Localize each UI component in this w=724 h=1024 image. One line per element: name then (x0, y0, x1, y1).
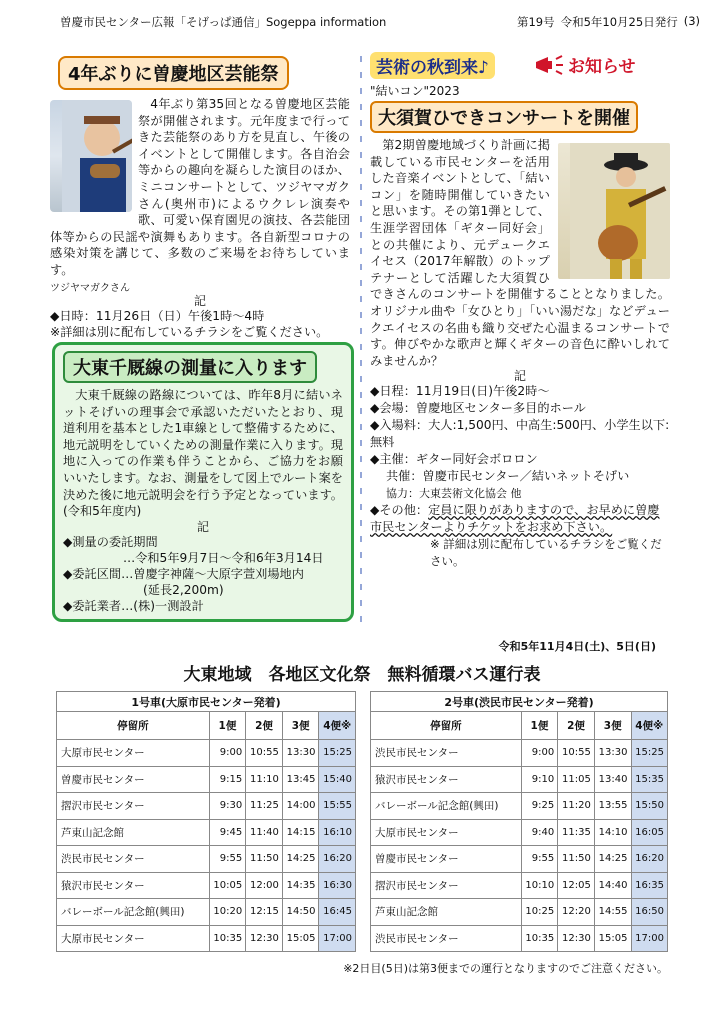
departure-time: 15:25 (319, 740, 356, 767)
stop-name: バレーボール記念館(興田) (57, 899, 210, 926)
concert-fee: ◆入場料：大人:1,500円、中高生:500円、小学生以下:無料 (370, 418, 670, 450)
departure-time: 12:15 (246, 899, 283, 926)
concert-cohost: 共催：曽慶市民センター／結いネットそげい (386, 469, 630, 484)
departure-time: 14:55 (594, 899, 631, 926)
publisher-name: 曽慶市民センター広報「そげっぱ通信」Sogeppa information (60, 15, 387, 29)
concert-note: ※ 詳細は別に配布しているチラシをご覧ください。 (430, 537, 662, 569)
megaphone-icon (534, 55, 564, 75)
concert-body: 第2期曽慶地域づくり計画に掲載している市民センターを活用した音楽イベントとして、「結いコン」を随時開催していきたいと思います。その第1弾として、生涯学習団体「ギター同好会」との共催により、元デュークエイセス（2017年解散）のトップテナーとして活躍した大須賀ひできさんのコンサートを開催することとなりました。オリジナル曲や「女ひとり」「いい湯だな」などデュークエイセスの名曲も織り交ぜた心温まるコンサートです。伸びやかな歌声と輝くギターの音色に酔いしれてみませんか？ (370, 137, 670, 369)
table-row (57, 740, 356, 767)
col-stop: 停留所 (57, 712, 210, 740)
stop-name: 渋民市民センター (371, 925, 522, 952)
table-row (371, 925, 668, 952)
departure-time: 12:30 (246, 925, 283, 952)
departure-time: 10:55 (246, 740, 283, 767)
col-1: 1便 (521, 712, 557, 740)
departure-time: 15:40 (319, 766, 356, 793)
departure-time: 14:00 (282, 793, 319, 820)
departure-time: 9:40 (521, 819, 557, 846)
departure-time: 10:10 (521, 872, 557, 899)
departure-time: 14:35 (282, 872, 319, 899)
departure-time: 12:05 (558, 872, 595, 899)
stop-name: バレーボール記念館(興田) (371, 793, 522, 820)
table-row (57, 925, 356, 952)
concert-support: 協力：大東芸術文化協会 他 (386, 487, 522, 501)
departure-time: 10:55 (558, 740, 595, 767)
concert-organizer: ◆主催：ギター同好会ボロロン (370, 452, 538, 467)
table-row (57, 872, 356, 899)
departure-time: 11:40 (246, 819, 283, 846)
departure-time: 16:50 (631, 899, 668, 926)
departure-time: 13:40 (594, 766, 631, 793)
issue-date: 令和5年10月25日発行 (560, 15, 678, 29)
stop-name: 芦東山記念館 (371, 899, 522, 926)
stop-name: 猿沢市民センター (57, 872, 210, 899)
survey-contractor: ◆委託業者…(株)一测設計 (63, 598, 204, 613)
concert-subtitle: "結いコン"2023 (370, 84, 460, 98)
festival-body: 4年ぶり第35回となる曽慶地区芸能祭が開催されます。元年度まで行ってきた芸能祭のあり方を見直し、午後のイベントとして開催します。各自治会等からの趣向を凝らした演目のほか、ミニコンサートとして、ツジヤマガクさん(奥州市)によるウクレレ演奏や歌、可愛い保育園児の演技、各芸能団体等からの民謡や演舞もあります。各自新型コロナの感染対策を講じて、多数のご来場をお待ちしています。 (50, 97, 350, 277)
col-4: 4便※ (631, 712, 668, 740)
bus-note: ※2日目(5日)は第3便までの運行となりますのでご注意ください。 (343, 962, 668, 975)
survey-title: 大東千厩線の測量に入ります (63, 351, 317, 383)
col-stop: 停留所 (371, 712, 522, 740)
stop-name: 大原市民センター (371, 819, 522, 846)
table-row (371, 740, 668, 767)
table-row (57, 819, 356, 846)
concert-article (370, 52, 670, 570)
table-row (371, 872, 668, 899)
departure-time: 9:10 (521, 766, 557, 793)
photo-caption: ツジヤマガクさん (50, 282, 130, 294)
table-row (371, 819, 668, 846)
festival-date: ◆日時：11月26日（日）午後1時〜4時 (50, 308, 265, 323)
departure-time: 11:35 (558, 819, 595, 846)
departure-time: 15:05 (282, 925, 319, 952)
ticket-notice: 定員に限りがありますので、お早めに曽慶市民センターよりチケットをお求め下さい。 (370, 503, 660, 535)
performer-photo (50, 100, 132, 212)
guitarist-photo (558, 143, 670, 279)
stop-name: 曽慶市民センター (371, 846, 522, 873)
departure-time: 13:45 (282, 766, 319, 793)
departure-time: 9:25 (521, 793, 557, 820)
departure-time: 10:35 (521, 925, 557, 952)
departure-time: 10:25 (521, 899, 557, 926)
autumn-banner: 芸術の秋到来♪ (370, 52, 495, 79)
table-row (57, 793, 356, 820)
table-row (371, 846, 668, 873)
departure-time: 15:35 (631, 766, 668, 793)
survey-article (52, 342, 354, 622)
departure-time: 12:30 (558, 925, 595, 952)
notice-label: お知らせ (568, 57, 636, 77)
departure-time: 17:00 (319, 925, 356, 952)
departure-time: 10:05 (209, 872, 245, 899)
departure-time: 9:55 (521, 846, 557, 873)
stop-name: 曽慶市民センター (57, 766, 210, 793)
stop-name: 芦東山記念館 (57, 819, 210, 846)
departure-time: 16:05 (631, 819, 668, 846)
departure-time: 11:25 (246, 793, 283, 820)
stop-name: 渋民市民センター (57, 846, 210, 873)
car2-name: 2号車(渋民市民センター発着) (371, 692, 668, 712)
table-row (371, 766, 668, 793)
departure-time: 14:40 (594, 872, 631, 899)
col-1: 1便 (209, 712, 245, 740)
departure-time: 9:00 (521, 740, 557, 767)
departure-time: 10:35 (209, 925, 245, 952)
departure-time: 11:50 (558, 846, 595, 873)
departure-time: 9:55 (209, 846, 245, 873)
table-row (57, 846, 356, 873)
departure-time: 16:45 (319, 899, 356, 926)
departure-time: 15:55 (319, 793, 356, 820)
departure-time: 11:10 (246, 766, 283, 793)
departure-time: 9:00 (209, 740, 245, 767)
departure-time: 10:20 (209, 899, 245, 926)
col-4: 4便※ (319, 712, 356, 740)
departure-time: 9:45 (209, 819, 245, 846)
table-row (57, 899, 356, 926)
bus-title: 大東地域 各地区文化祭 無料循環バス運行表 (183, 665, 541, 685)
departure-time: 16:30 (319, 872, 356, 899)
survey-section: ◆委託区間…曽慶字神薩〜大原字萱刈場地内 (63, 566, 304, 581)
concert-venue: ◆会場：曽慶地区センター多目的ホール (370, 401, 586, 416)
notice-badge (534, 52, 636, 77)
stop-name: 大原市民センター (57, 925, 210, 952)
departure-time: 16:20 (631, 846, 668, 873)
departure-time: 9:30 (209, 793, 245, 820)
departure-time: 12:00 (246, 872, 283, 899)
departure-time: 13:30 (282, 740, 319, 767)
survey-length: (延長2,200m) (143, 582, 224, 597)
survey-period-label: ◆測量の委託期間 (63, 534, 158, 549)
table-row (371, 793, 668, 820)
concert-title: 大須賀ひできコンサートを開催 (370, 101, 638, 133)
festival-note: ※詳細は別に配布しているチラシをご覧ください。 (50, 324, 329, 339)
issue-number: 第19号 (516, 15, 555, 29)
departure-time: 12:20 (558, 899, 595, 926)
concert-schedule: ◆日程：11月19日(日)午後2時〜 (370, 384, 550, 399)
column-divider (358, 56, 364, 628)
departure-time: 16:10 (319, 819, 356, 846)
bus-date: 令和5年11月4日(土)、5日(日) (498, 640, 656, 653)
stop-name: 摺沢市民センター (371, 872, 522, 899)
departure-time: 15:05 (594, 925, 631, 952)
table-row (371, 899, 668, 926)
page-header (60, 14, 700, 30)
stop-name: 渋民市民センター (371, 740, 522, 767)
col-3: 3便 (594, 712, 631, 740)
ki-mark: 記 (193, 293, 206, 308)
stop-name: 摺沢市民センター (57, 793, 210, 820)
survey-period: …令和5年9月7日〜令和6年3月14日 (123, 550, 324, 565)
departure-time: 14:15 (282, 819, 319, 846)
departure-time: 14:25 (594, 846, 631, 873)
bus-table-car2 (370, 691, 668, 952)
departure-time: 11:20 (558, 793, 595, 820)
stop-name: 大原市民センター (57, 740, 210, 767)
departure-time: 9:15 (209, 766, 245, 793)
departure-time: 15:50 (631, 793, 668, 820)
departure-time: 14:50 (282, 899, 319, 926)
departure-time: 11:05 (558, 766, 595, 793)
festival-title: 4年ぶりに曽慶地区芸能祭 (58, 56, 289, 90)
stop-name: 猿沢市民センター (371, 766, 522, 793)
col-2: 2便 (558, 712, 595, 740)
page-number: (3) (683, 14, 700, 28)
departure-time: 17:00 (631, 925, 668, 952)
departure-time: 11:50 (246, 846, 283, 873)
table-row (57, 766, 356, 793)
col-3: 3便 (282, 712, 319, 740)
departure-time: 16:35 (631, 872, 668, 899)
departure-time: 15:25 (631, 740, 668, 767)
concert-other: ◆その他：定員に限りがありますので、お早めに曽慶市民センターよりチケットをお求め下さい。 (370, 503, 660, 535)
departure-time: 14:10 (594, 819, 631, 846)
departure-time: 14:25 (282, 846, 319, 873)
car1-name: 1号車(大原市民センター発着) (57, 692, 356, 712)
ki-mark: 記 (513, 369, 526, 384)
ki-mark: 記 (196, 519, 209, 534)
departure-time: 13:30 (594, 740, 631, 767)
col-2: 2便 (246, 712, 283, 740)
survey-body: 大東千厩線の路線については、昨年8月に結いネットそげいの理事会で承認いただいたとおり、現道利用を基本とした1車線として整備するために、地元説明をしていくための測量作業に入ります。現地に入っての作業も伴うことから、ご協力をお願いいたします。なお、測量をして図上でルート案を決めた後に地元説明会を行う予定となっています。(令和5年度内) (63, 388, 343, 519)
departure-time: 16:20 (319, 846, 356, 873)
departure-time: 13:55 (594, 793, 631, 820)
festival-article (50, 56, 350, 340)
bus-table-car1 (56, 691, 356, 952)
